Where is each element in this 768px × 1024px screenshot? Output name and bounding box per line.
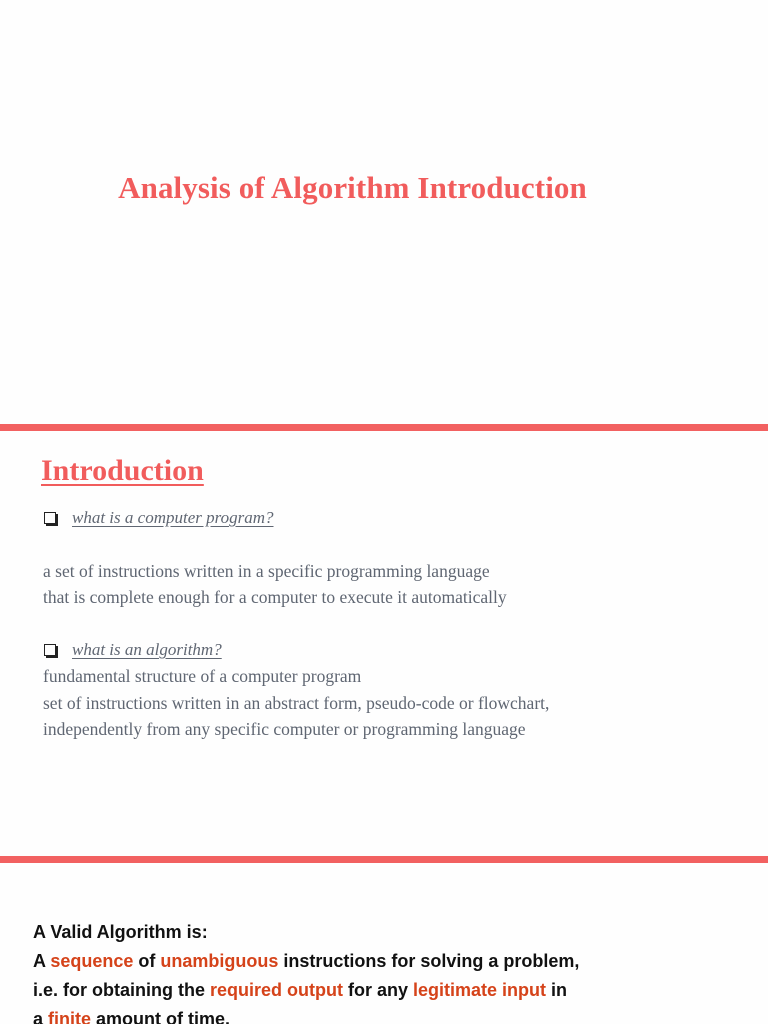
definition-line: i.e. for obtaining the required output for any legitimate input in — [33, 980, 568, 1000]
section-heading: Introduction — [41, 454, 204, 487]
question-text: what is an algorithm? — [72, 640, 222, 659]
highlight-term: sequence — [50, 951, 134, 971]
definition-text — [33, 918, 579, 1024]
highlight-term: finite — [48, 1009, 92, 1024]
answer-line: fundamental structure of a computer program — [43, 666, 362, 686]
slide-divider — [0, 424, 768, 431]
answer-line: a set of instructions written in a specific programming language — [43, 561, 490, 581]
introduction-slide — [0, 432, 768, 856]
slide-divider — [0, 856, 768, 863]
definition-line: A sequence of unambiguous instructions for solving a problem, — [33, 951, 580, 971]
answer-line: independently from any specific computer or programming language — [43, 719, 526, 739]
highlight-term: legitimate input — [413, 980, 547, 1000]
answer-line: set of instructions written in an abstract form, pseudo-code or flowchart, — [43, 693, 550, 713]
highlight-term: unambiguous — [160, 951, 279, 971]
presentation-title: Analysis of Algorithm Introduction — [118, 170, 587, 205]
answer-line: that is complete enough for a computer to execute it automatically — [43, 587, 507, 607]
highlight-term: required output — [210, 980, 343, 1000]
question-text: what is a computer program? — [72, 508, 274, 527]
title-slide — [0, 0, 768, 424]
question-computer-program — [44, 508, 274, 528]
valid-algorithm-slide — [0, 866, 768, 1024]
question-algorithm — [44, 640, 222, 660]
checkbox-bullet-icon — [44, 512, 56, 524]
checkbox-bullet-icon — [44, 644, 56, 656]
definition-heading: A Valid Algorithm is: — [33, 922, 208, 942]
definition-line: a finite amount of time. — [33, 1005, 579, 1024]
